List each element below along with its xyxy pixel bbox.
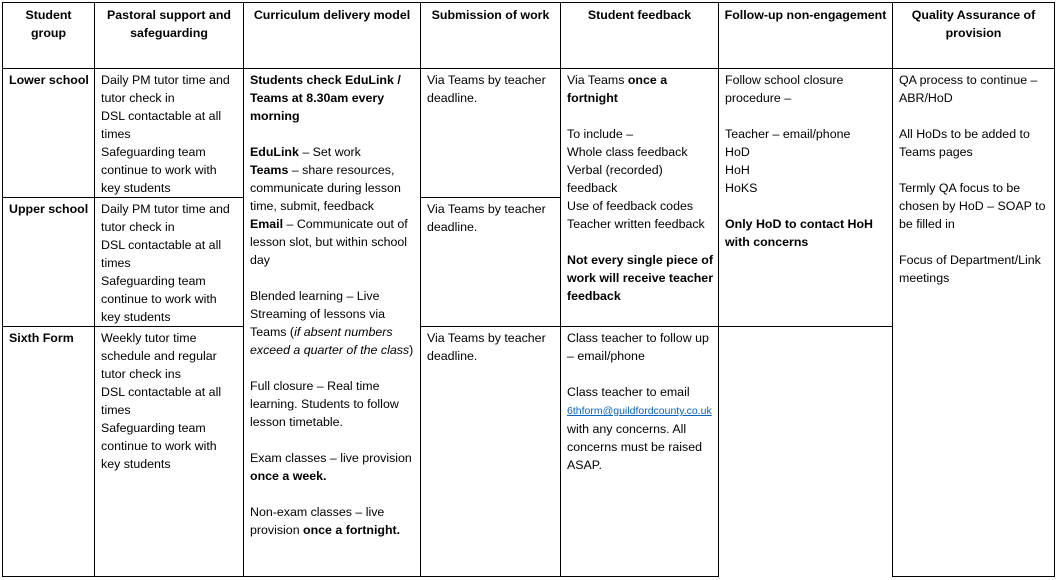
qa-teams-pages: All HoDs to be added to Teams pages: [899, 127, 1030, 159]
followup-chain-item: HoKS: [725, 181, 758, 195]
nonexam-bold: once a fortnight: [303, 523, 397, 537]
pastoral-lower-line: DSL contactable at all times: [101, 109, 222, 141]
submission-sixth: Via Teams by teacher deadline.: [421, 327, 561, 577]
followup-chain-item: Teacher – email/phone: [725, 127, 851, 141]
curriculum-check-in: Students check EduLink / Teams at 8.30am every morning: [250, 73, 401, 123]
followup-hod-note: Only HoD to contact HoH with concerns: [725, 217, 873, 249]
blended-text: Blended learning – Live Streaming of lessons via Teams (: [250, 289, 385, 339]
feedback-frequency: once a fortnight: [567, 73, 668, 105]
curriculum-nonexam: [250, 503, 416, 539]
exam-bold: once a week: [250, 469, 324, 483]
curriculum-edulink: [250, 143, 416, 161]
followup-sixth-email-intro: Class teacher to email: [567, 385, 690, 399]
submission-upper: Via Teams by teacher deadline.: [421, 198, 561, 327]
group-lower-school: Lower school: [3, 69, 95, 198]
curriculum-email: [250, 215, 416, 269]
student-feedback: [561, 69, 719, 327]
header-submission: Submission of work: [421, 3, 561, 69]
submission-lower: Via Teams by teacher deadline.: [421, 69, 561, 198]
sixth-form-email-link[interactable]: 6thform@guildfordcounty.co.uk: [567, 405, 712, 417]
feedback-intro: [567, 71, 714, 107]
teams-text: – share resources, communicate during lesson time, submit, feedback: [250, 163, 401, 213]
row-lower-school: [3, 69, 1055, 198]
curriculum-delivery: [244, 69, 421, 577]
feedback-item: Use of feedback codes: [567, 199, 694, 213]
followup-sixth: [561, 327, 719, 577]
group-sixth-form: Sixth Form: [3, 327, 95, 577]
exam-period: .: [323, 469, 327, 483]
header-curriculum: Curriculum delivery model: [244, 3, 421, 69]
curriculum-exam: [250, 449, 416, 485]
header-row: [3, 3, 1055, 69]
pastoral-upper: [95, 198, 244, 327]
email-label: Email: [250, 217, 284, 231]
pastoral-lower-line: Safeguarding team continue to work with key students: [101, 145, 217, 195]
followup-chain-item: HoD: [725, 145, 750, 159]
pastoral-sixth-line: Weekly tutor time schedule and regular tutor check ins: [101, 331, 217, 381]
header-student-group: Student group: [3, 3, 95, 69]
quality-assurance: [893, 69, 1055, 577]
header-followup: Follow-up non-engagement: [719, 3, 893, 69]
teams-label: Teams: [250, 163, 289, 177]
nonexam-text: Non-exam classes – live provision: [250, 505, 385, 537]
qa-termly: Termly QA focus to be chosen by HoD – SOAP to be filled in: [899, 181, 1046, 231]
followup-chain-item: HoH: [725, 163, 750, 177]
pastoral-lower-line: Daily PM tutor time and tutor check in: [101, 73, 230, 105]
feedback-intro-text: Via Teams: [567, 73, 628, 87]
header-feedback: Student feedback: [561, 3, 719, 69]
followup-sixth-teacher: Class teacher to follow up – email/phone: [567, 331, 709, 363]
email-text: – Communicate out of lesson slot, but within school day: [250, 217, 408, 267]
qa-process: QA process to continue – ABR/HoD: [899, 73, 1038, 105]
pastoral-sixth-line: Safeguarding team continue to work with key students: [101, 421, 217, 471]
nonexam-period: .: [396, 523, 401, 537]
pastoral-sixth-line: DSL contactable at all times: [101, 385, 222, 417]
blended-italic: if absent numbers exceed a quarter of the class: [250, 325, 410, 357]
pastoral-upper-line: Daily PM tutor time and tutor check in: [101, 202, 230, 234]
group-upper-school: Upper school: [3, 198, 95, 327]
feedback-note: Not every single piece of work will receive teacher feedback: [567, 253, 714, 303]
pastoral-upper-line: DSL contactable at all times: [101, 238, 222, 270]
feedback-item: Verbal (recorded) feedback: [567, 163, 663, 195]
qa-focus: Focus of Department/Link meetings: [899, 253, 1041, 285]
followup-lower-upper: [719, 69, 893, 327]
pastoral-lower: [95, 69, 244, 198]
header-qa: Quality Assurance of provision: [893, 3, 1055, 69]
pastoral-upper-line: Safeguarding team continue to work with key students: [101, 274, 217, 324]
pastoral-sixth: [95, 327, 244, 577]
feedback-item: Teacher written feedback: [567, 217, 705, 231]
curriculum-teams: [250, 161, 416, 215]
followup-sixth-email-after: with any concerns. All concerns must be raised ASAP.: [567, 422, 702, 472]
exam-text: Exam classes – live provision: [250, 451, 412, 465]
header-pastoral: Pastoral support and safeguarding: [95, 3, 244, 69]
curriculum-closure: Full closure – Real time learning. Students to follow lesson timetable.: [250, 379, 399, 429]
edulink-label: EduLink: [250, 145, 299, 159]
curriculum-blended: [250, 287, 416, 359]
feedback-include-label: To include –: [567, 127, 634, 141]
edulink-text: – Set work: [298, 145, 361, 159]
followup-procedure: Follow school closure procedure –: [725, 73, 844, 105]
provision-table: [2, 2, 1055, 577]
feedback-item: Whole class feedback: [567, 145, 688, 159]
blended-close: ): [409, 343, 414, 357]
